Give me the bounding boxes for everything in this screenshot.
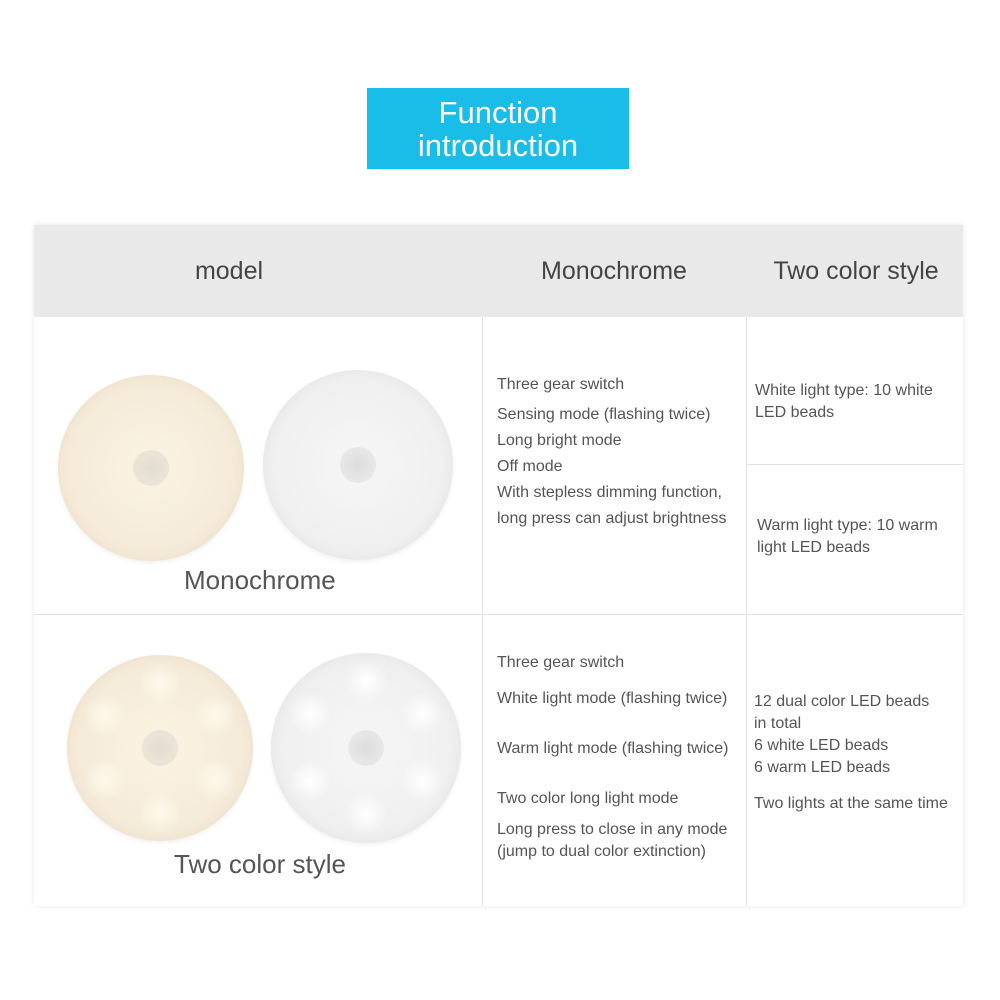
row2-function-item: Long press to close in any mode: [497, 821, 728, 838]
row2-caption: Two color style: [174, 849, 346, 879]
led-bead-icon: [346, 794, 386, 834]
row1-function-item: long press can adjust brightness: [497, 510, 727, 527]
header-model: model: [194, 256, 264, 285]
row2-function-item: White light mode (flashing twice): [497, 690, 728, 707]
sensor-icon: [348, 730, 384, 766]
row2-function-item: Two color long light mode: [497, 790, 679, 807]
white-light-type: [755, 380, 933, 424]
led-bead-icon: [402, 761, 442, 801]
warm-light-type-line: light LED beads: [757, 539, 870, 556]
beads-line: 6 white LED beads: [754, 737, 889, 754]
led-bead-icon: [140, 663, 180, 703]
row2-function-item: (jump to dual color extinction): [497, 843, 706, 860]
row-divider: [34, 614, 963, 615]
two-color-warm-lamp-image: [67, 655, 253, 841]
led-bead-icon: [290, 761, 330, 801]
led-bead-icon: [346, 661, 386, 701]
two-color-white-lamp-image: [271, 653, 461, 843]
function-introduction-banner: [367, 88, 629, 169]
sensor-icon: [142, 730, 178, 766]
row1-functions: [497, 372, 726, 532]
led-bead-icon: [195, 695, 235, 735]
row1-function-item: Long bright mode: [497, 432, 622, 449]
row1-function-item: Off mode: [497, 458, 563, 475]
white-light-type-line: LED beads: [755, 404, 835, 421]
column-divider-2: [746, 317, 747, 906]
led-bead-icon: [140, 793, 180, 833]
beads-line: 6 warm LED beads: [754, 759, 891, 776]
warm-light-type-line: Warm light type: 10 warm: [757, 517, 938, 534]
dual-color-beads: [754, 691, 929, 779]
comparison-table: [34, 225, 963, 906]
led-bead-icon: [290, 694, 330, 734]
beads-line: in total: [754, 715, 802, 732]
led-bead-icon: [195, 760, 235, 800]
sensor-icon: [340, 447, 376, 483]
header-two-color: Two color style: [773, 256, 939, 285]
row1-caption: Monochrome: [184, 565, 336, 595]
banner-line-1: Function: [438, 94, 558, 130]
warm-light-type: [757, 515, 938, 559]
white-light-type-line: White light type: 10 white: [755, 382, 933, 399]
row2-function-item: Three gear switch: [497, 654, 625, 671]
sensor-icon: [133, 450, 169, 486]
row2-function-item: Warm light mode (flashing twice): [497, 740, 729, 757]
monochrome-white-lamp-image: [263, 370, 453, 560]
row1-function-item: Sensing mode (flashing twice): [497, 406, 711, 423]
cell-divider: [747, 464, 963, 465]
monochrome-warm-lamp-image: [58, 375, 244, 561]
led-bead-icon: [85, 695, 125, 735]
column-divider-1: [482, 317, 483, 906]
row1-function-item: Three gear switch: [497, 376, 625, 393]
led-bead-icon: [402, 694, 442, 734]
row1-function-item: With stepless dimming function,: [497, 484, 722, 501]
beads-line: 12 dual color LED beads: [754, 693, 930, 710]
led-bead-icon: [85, 760, 125, 800]
two-lights-simultaneous: Two lights at the same time: [754, 795, 948, 812]
table-header: [34, 225, 963, 317]
banner-line-2: introduction: [417, 127, 579, 163]
header-monochrome: Monochrome: [541, 256, 687, 285]
row2-functions: [497, 652, 728, 863]
